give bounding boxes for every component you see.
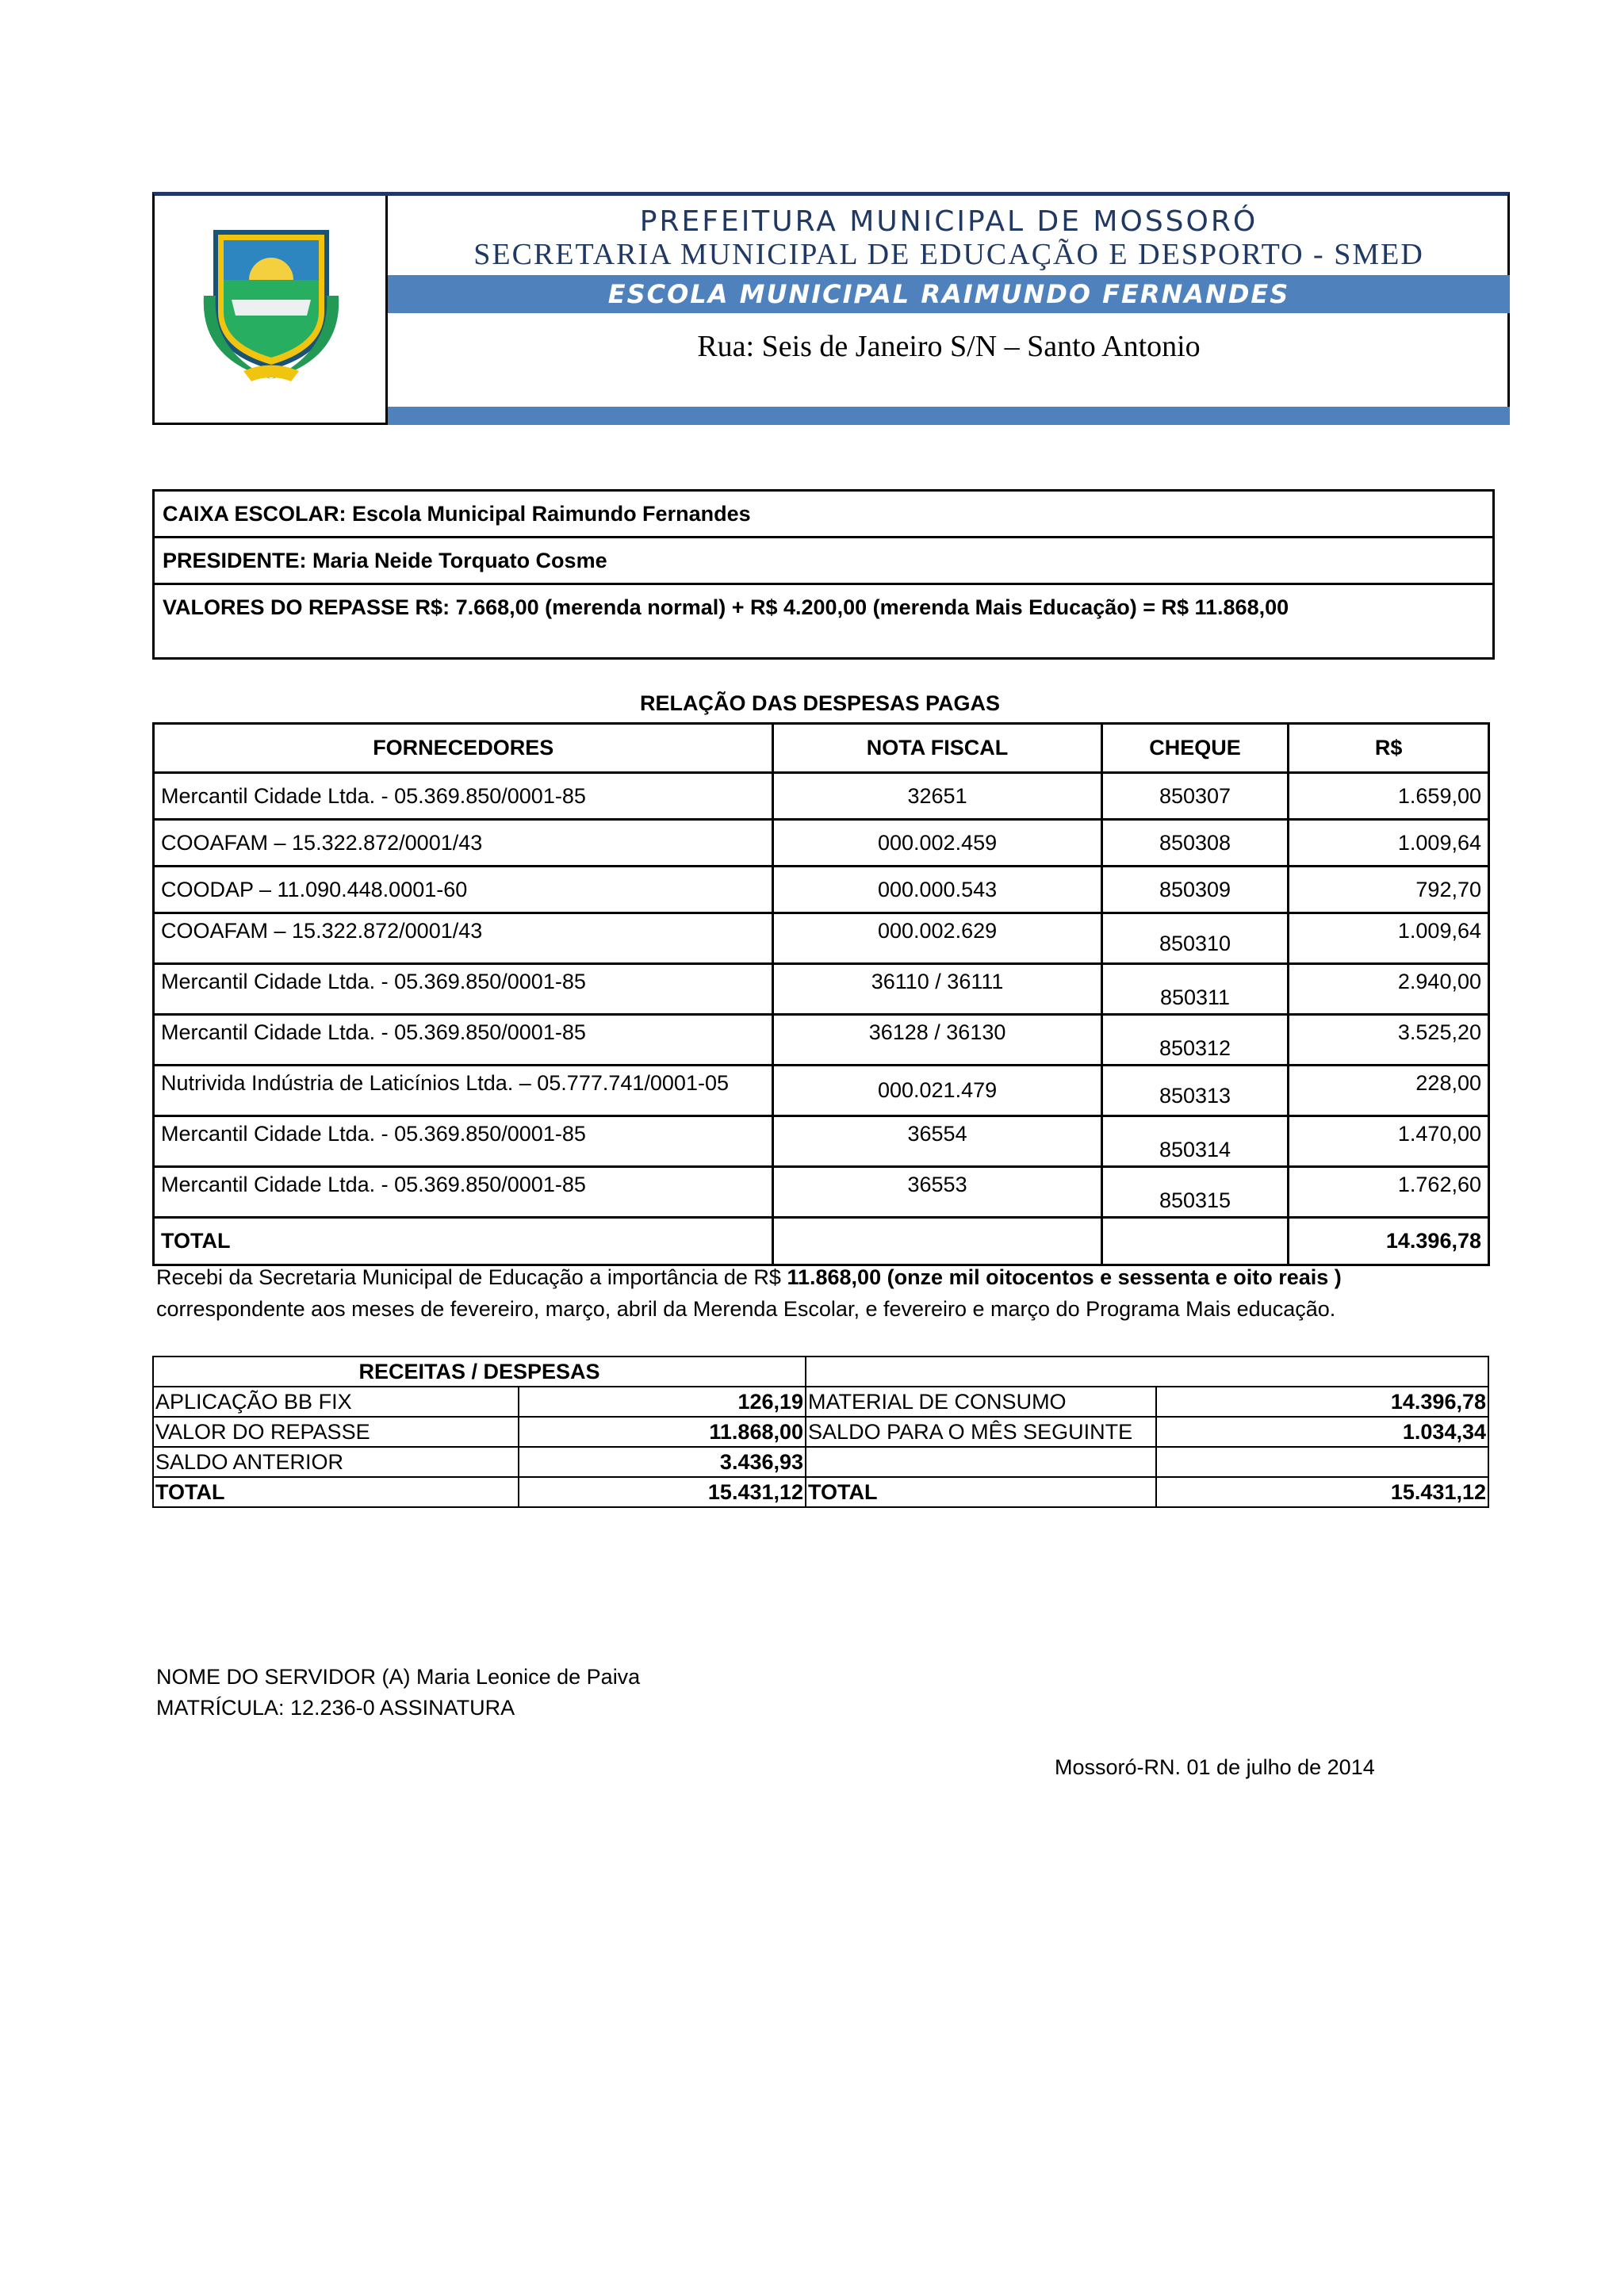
despesa-cheque: 850313 [1101, 1066, 1289, 1116]
despesas-table [152, 722, 1490, 1266]
despesa-cheque: 850309 [1101, 867, 1289, 913]
receitas-title: RECEITAS / DESPESAS [153, 1357, 806, 1387]
despesa-valor: 1.470,00 [1289, 1116, 1489, 1167]
despesa-fornecedor: Mercantil Cidade Ltda. - 05.369.850/0001-85 [154, 1116, 773, 1167]
despesa-cheque: 850307 [1101, 773, 1289, 820]
despesa-cheque: 850308 [1101, 820, 1289, 867]
rec-total-left-label: TOTAL [153, 1477, 519, 1507]
receita-row [153, 1387, 1488, 1417]
despesa-value: 14.396,78 [1156, 1387, 1489, 1417]
despesa-fornecedor: Mercantil Cidade Ltda. - 05.369.850/0001-85 [154, 773, 773, 820]
letterhead [152, 192, 1510, 425]
secretaria-title: SECRETARIA MUNICIPAL DE EDUCAÇÃO E DESPORTO - SMED [473, 238, 1424, 271]
receita-label: SALDO ANTERIOR [153, 1447, 519, 1477]
caixa-escolar-row: CAIXA ESCOLAR: Escola Municipal Raimundo Fernandes [155, 492, 1492, 538]
despesa-cheque: 850310 [1101, 913, 1289, 964]
despesa-fornecedor: COOAFAM – 15.322.872/0001/43 [154, 913, 773, 964]
total-empty-cheque [1101, 1218, 1289, 1265]
despesa-valor: 792,70 [1289, 867, 1489, 913]
despesa-valor: 2.940,00 [1289, 964, 1489, 1015]
col-fornecedores: FORNECEDORES [154, 724, 773, 773]
despesa-fornecedor: Mercantil Cidade Ltda. - 05.369.850/0001-85 [154, 964, 773, 1015]
receitas-total-row [153, 1477, 1488, 1507]
despesa-nota-fiscal: 000.021.479 [773, 1066, 1101, 1116]
prefeitura-title: PREFEITURA MUNICIPAL DE MOSSORÓ [639, 205, 1258, 238]
receita-value: 126,19 [519, 1387, 806, 1417]
despesa-row [154, 867, 1489, 913]
rec-total-right-value: 15.431,12 [1156, 1477, 1489, 1507]
despesa-nota-fiscal: 36110 / 36111 [773, 964, 1101, 1015]
despesa-row [154, 913, 1489, 964]
despesa-valor: 1.009,64 [1289, 820, 1489, 867]
col-cheque: CHEQUE [1101, 724, 1289, 773]
despesa-cheque: 850311 [1101, 964, 1289, 1015]
matricula-assinatura: MATRÍCULA: 12.236-0 ASSINATURA [156, 1696, 515, 1720]
despesa-fornecedor: Mercantil Cidade Ltda. - 05.369.850/0001-85 [154, 1167, 773, 1218]
despesa-nota-fiscal: 000.002.629 [773, 913, 1101, 964]
despesa-fornecedor: COODAP – 11.090.448.0001-60 [154, 867, 773, 913]
local-data: Mossoró-RN. 01 de julho de 2014 [1055, 1755, 1375, 1779]
receita-row [153, 1447, 1488, 1477]
despesa-valor: 1.009,64 [1289, 913, 1489, 964]
receitas-title-row [153, 1357, 1488, 1387]
despesa-row [154, 1066, 1489, 1116]
despesa-row [154, 773, 1489, 820]
despesa-row [154, 1015, 1489, 1066]
despesa-nota-fiscal: 36553 [773, 1167, 1101, 1218]
despesa-value: 1.034,34 [1156, 1417, 1489, 1447]
school-name-band: ESCOLA MUNICIPAL RAIMUNDO FERNANDES [388, 275, 1510, 313]
despesas-title: RELAÇÃO DAS DESPESAS PAGAS [639, 691, 1001, 715]
receitas-despesas-table [152, 1356, 1489, 1508]
despesa-row [154, 1167, 1489, 1218]
despesa-row [154, 1116, 1489, 1167]
col-valor: R$ [1289, 724, 1489, 773]
recebi-text: Recebi da Secretaria Municipal de Educação a importância de R$ [156, 1265, 787, 1289]
despesa-row [154, 820, 1489, 867]
despesa-valor: 3.525,20 [1289, 1015, 1489, 1066]
despesas-total-row [154, 1218, 1489, 1265]
despesa-fornecedor: Nutrivida Indústria de Laticínios Ltda. – 05.777.741/0001-05 [154, 1066, 773, 1116]
despesa-cheque: 850315 [1101, 1167, 1289, 1218]
presidente-row: PRESIDENTE: Maria Neide Torquato Cosme [155, 538, 1492, 585]
nome-servidor: NOME DO SERVIDOR (A) Maria Leonice de Paiva [156, 1665, 641, 1689]
despesa-value [1156, 1447, 1489, 1477]
despesa-nota-fiscal: 000.000.543 [773, 867, 1101, 913]
recebi-line-2: correspondente aos meses de fevereiro, março, abril da Merenda Escolar, e fevereiro e março do Programa Mais educação. [156, 1297, 1336, 1321]
header-bottom-band [388, 407, 1510, 425]
despesa-nota-fiscal: 36128 / 36130 [773, 1015, 1101, 1066]
logo-cell [155, 196, 388, 423]
despesa-valor: 1.762,60 [1289, 1167, 1489, 1218]
municipal-coat-of-arms-icon [196, 224, 347, 383]
despesa-nota-fiscal: 32651 [773, 773, 1101, 820]
rec-total-left-value: 15.431,12 [519, 1477, 806, 1507]
receita-label: VALOR DO REPASSE [153, 1417, 519, 1447]
despesa-label [806, 1447, 1155, 1477]
school-address: Rua: Seis de Janeiro S/N – Santo Antonio [697, 330, 1201, 363]
total-empty-nota [773, 1218, 1101, 1265]
col-nota-fiscal: NOTA FISCAL [773, 724, 1101, 773]
despesa-valor: 228,00 [1289, 1066, 1489, 1116]
despesa-nota-fiscal: 000.002.459 [773, 820, 1101, 867]
despesas-header-row [154, 724, 1489, 773]
total-value: 14.396,78 [1289, 1218, 1489, 1265]
despesa-fornecedor: Mercantil Cidade Ltda. - 05.369.850/0001-85 [154, 1015, 773, 1066]
despesa-nota-fiscal: 36554 [773, 1116, 1101, 1167]
despesa-fornecedor: COOAFAM – 15.322.872/0001/43 [154, 820, 773, 867]
receitas-title-empty [806, 1357, 1488, 1387]
valores-repasse-row: VALORES DO REPASSE R$: 7.668,00 (merenda normal) + R$ 4.200,00 (merenda Mais Educação) = R$ 11.868,00 [163, 595, 1289, 619]
receita-row [153, 1417, 1488, 1447]
total-label: TOTAL [154, 1218, 773, 1265]
despesa-row [154, 964, 1489, 1015]
despesa-cheque: 850312 [1101, 1015, 1289, 1066]
receita-value: 11.868,00 [519, 1417, 806, 1447]
caixa-escolar-info [152, 489, 1495, 660]
recebi-line-1 [156, 1265, 1342, 1290]
rec-total-right-label: TOTAL [806, 1477, 1155, 1507]
receita-label: APLICAÇÃO BB FIX [153, 1387, 519, 1417]
despesa-valor: 1.659,00 [1289, 773, 1489, 820]
despesa-cheque: 850314 [1101, 1116, 1289, 1167]
recebi-amount: 11.868,00 (onze mil oitocentos e sessenta e oito reais ) [787, 1265, 1342, 1289]
despesa-label: MATERIAL DE CONSUMO [806, 1387, 1155, 1417]
receita-value: 3.436,93 [519, 1447, 806, 1477]
despesa-label: SALDO PARA O MÊS SEGUINTE [806, 1417, 1155, 1447]
